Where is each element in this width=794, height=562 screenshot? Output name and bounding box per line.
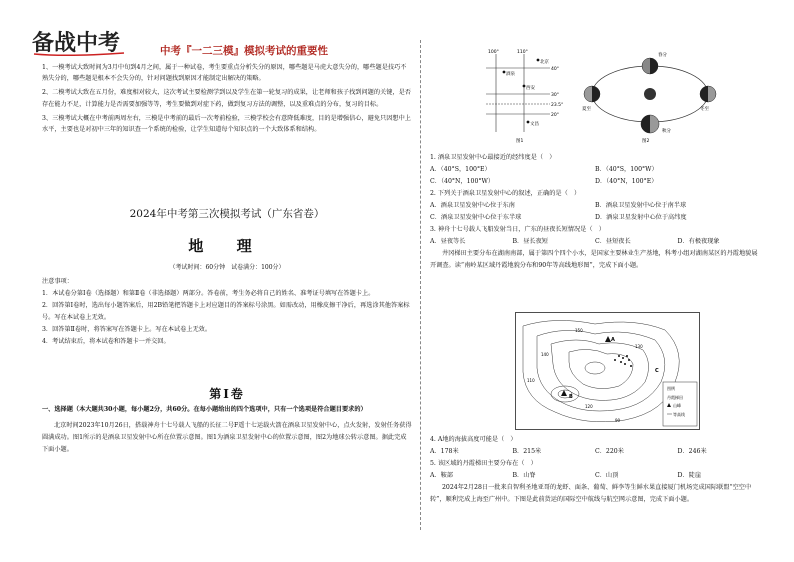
figure-caption: 图2 (642, 139, 650, 144)
earth-icon (700, 86, 716, 102)
question-1: 1. 酒泉卫星发射中心最接近的经纬度是（ ） (430, 154, 556, 161)
option[interactable]: D．酒泉卫星发射中心位于高纬度 (595, 214, 687, 221)
lat-label: 23.5° (551, 103, 564, 108)
intro-section (42, 62, 412, 135)
option[interactable]: B．山脊 (512, 472, 536, 479)
option[interactable]: D．陡崖 (677, 472, 702, 479)
orbit-label: 秋分 (662, 129, 671, 134)
contour-value: 140 (541, 352, 549, 357)
note-item: 1．本试卷分第Ⅰ卷（选择题）和第Ⅱ卷（非选择题）两部分。答卷前，考生务必将自己的姓名、准考证号填写在答题卡上。 (42, 290, 375, 297)
point-label: B (569, 394, 573, 400)
banner-title: 中考『一二三模』模拟考试的重要性 (160, 45, 328, 57)
note-item: 4．考试结束后，将本试卷和答题卡一并交回。 (42, 338, 170, 345)
figure-caption: 图1 (516, 139, 524, 144)
earth-icon (584, 86, 600, 102)
point-label: A (611, 337, 615, 343)
legend-item: 山峰 (673, 403, 681, 408)
option[interactable]: D．有极夜现象 (677, 238, 720, 245)
legend-title: 图例 (667, 386, 675, 391)
option[interactable]: C．220米 (595, 448, 624, 455)
section1 (42, 404, 412, 456)
map-legend (663, 382, 697, 426)
left-column (42, 0, 412, 562)
option[interactable]: C．酒泉卫星发射中心位于东半球 (430, 214, 522, 221)
option[interactable]: C．山顶 (595, 472, 619, 479)
legend-item: 等高线 (673, 412, 685, 417)
figure-2-orbit (580, 46, 720, 146)
option[interactable]: A．（40°S，100°E） (430, 166, 491, 173)
orbit-label: 春分 (658, 53, 667, 58)
city-label: 西安 (526, 86, 535, 91)
exam-time: （考试时间：60分钟 试卷满分：100分） (169, 264, 285, 271)
point-label: C (655, 368, 659, 374)
questions-4-5 (430, 434, 760, 506)
passage-1: 北京时间2023年10月26日，搭载神舟十七号载人飞船的长征二号F遥十七运载火箭在酒泉卫星发射中心，点火发射，发射任务获得圆满成功。图1所示的是酒泉卫星发射中心所在位置示意图。图1为酒泉卫星发射中心的位置示意图，图2为地球公转示意图。据此完成下面小题。 (42, 422, 412, 453)
orbit-label: 夏至 (582, 107, 591, 112)
option[interactable]: D．（40°N，100°E） (595, 178, 658, 185)
q2-options (430, 212, 760, 224)
notes-section (42, 276, 412, 348)
passage-2: 井冈梯田主要分布在湖南南部，属于第四个四个小水，是国家主要林业生产基地，科考小组对湖南某区的丹霞地貌展开调查。读“南岭某区域丹霞地貌分布和90年等高线地形图”，完成下面小题。 (430, 250, 758, 269)
logo-text: 备战中考 (32, 30, 121, 56)
option[interactable]: B．（40°S，100°W） (595, 166, 658, 173)
contour-map (515, 312, 700, 430)
contour-value: 120 (585, 404, 593, 409)
q1-options (430, 164, 760, 176)
earth-icon (642, 58, 658, 74)
question-3: 3. 神舟十七号载人飞船发射当日，广东的昼夜长短情况是（ ） (430, 226, 605, 233)
legend-item: 丹霞梯田 (667, 395, 683, 400)
lat-label: 30° (551, 93, 559, 98)
city-label: 北京 (540, 60, 549, 65)
contour-value: 130 (635, 344, 643, 349)
q4-options (430, 446, 760, 458)
contour-value: 90 (615, 418, 621, 423)
right-column (430, 0, 760, 562)
option[interactable]: C．（40°N，100°W） (430, 178, 495, 185)
column-divider (420, 40, 421, 530)
option[interactable]: B．215米 (512, 448, 542, 455)
q2-options (430, 200, 760, 212)
lat-label: 40° (551, 67, 559, 72)
section-instruction: 一、选择题（本大题共30小题，每小题2分，共60分。在每小题给出的四个选项中，只有一个选项是符合题目要求的） (42, 406, 367, 413)
intro-paragraph: 2、二模考试大致在五月份，难度相对较大，这次考试主要检测学到以及学生在第一轮复习的成果，让老师和孩子找到问题的关键，是否存在能力不足，计算能力是否需要加强等等，考生要做到对症下药，做到复习方法的调整，以及重难点的分布，复习的目标。 (42, 89, 411, 108)
q1-options (430, 176, 760, 188)
earth-icon (641, 115, 659, 133)
note-item: 3．回答第Ⅱ卷时，将答案写在答题卡上。写在本试卷上无效。 (42, 326, 212, 333)
option[interactable]: C．昼短夜长 (595, 238, 631, 245)
questions-1-3 (430, 152, 760, 272)
question-2: 2. 下列关于酒泉卫星发射中心的叙述，正确的是（ ） (430, 190, 581, 197)
lat-label: 20° (551, 113, 559, 118)
lon-label: 100° (488, 50, 499, 55)
notes-title: 注意事项： (42, 278, 73, 285)
contour-value: 110 (527, 378, 535, 383)
intro-paragraph: 1、一模考试大致时间为3月中旬到4月之间，属于一种试卷，考生要重点分析失分的原因，哪些题是马虎大意失分的，哪些题是技巧不熟失分的，哪些题是根本不会失分的，针对问题找到原因才能制定出解决的策略。 (42, 64, 407, 83)
passage-3: 2024年2月28日一批来自智利圣地亚哥的龙虾、面条、葡萄、鲜李等生鲜水果直接厦门机场完成国际联盟“空空中转”，顺利完成上海至广州中。下图是此前货运的国际空中航线与航空网示意图，完成下面小题。 (430, 484, 752, 503)
subject-title: 地 理 (188, 237, 266, 255)
option[interactable]: D．246米 (677, 448, 707, 455)
lon-label: 110° (517, 50, 528, 55)
note-item: 2．回答第Ⅰ卷时，选出每小题答案后，用2B铅笔把答题卡上对应题目的答案标号涂黑。如需改动，用橡皮擦干净后，再选涂其他答案标号。写在本试卷上无效。 (42, 302, 410, 321)
orbit-label: 冬至 (700, 107, 709, 112)
city-label: 文昌 (530, 122, 539, 127)
option[interactable]: A．178米 (430, 448, 459, 455)
volume-title: 第Ⅰ卷 (209, 387, 245, 401)
option[interactable]: B．昼长夜短 (512, 238, 548, 245)
option[interactable]: A．酒泉卫星发射中心位于东南 (430, 202, 515, 209)
question-5: 5. 该区域的丹霞梯田主要分布在（ ） (430, 460, 537, 467)
city-label: 酒泉 (506, 72, 515, 77)
intro-paragraph: 3、三模考试大概在中考前两周左右，三模是中考前的最后一次考前检验，三模学校会有意降低难度，目的是增强信心，避免只因想中上水平，主要也是对初中三年的知识查一个系统的检验，让学生知道每个知识点的一个大致体系和结构。 (42, 114, 411, 134)
exam-title: 2024年中考第三次模拟考试（广东省卷） (129, 208, 325, 220)
q5-options (430, 470, 760, 482)
contour-value: 150 (575, 328, 583, 333)
q3-options (430, 236, 760, 248)
option[interactable]: A．昼夜等长 (430, 238, 466, 245)
option[interactable]: B．酒泉卫星发射中心位于南半球 (595, 202, 687, 209)
figure-1-location-map (480, 46, 570, 146)
option[interactable]: A．鞍部 (430, 472, 454, 479)
question-4: 4. A地的海拔高度可能是（ ） (430, 436, 517, 443)
